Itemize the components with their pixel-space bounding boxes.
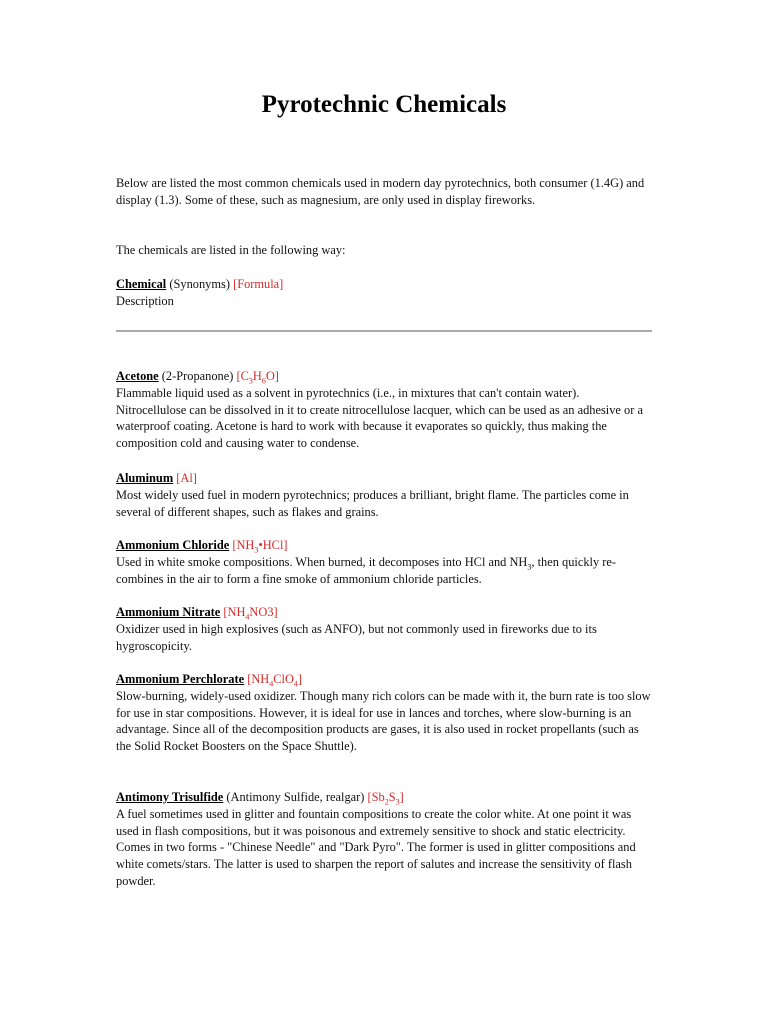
entry-formula: $[Sb_2S_3]$	[367, 790, 404, 807]
entry-description: A fuel sometimes used in glitter and fountain compositions to create the color white. At one point it was used in flash compositions, but it was poisonous and extremely sensitive to shock and static electricity. Comes in two forms - "Chinese Needle" and "Dark Pyro". The former is used in glitter compositions and white comets/stars. The latter is used to sharpen the report of salutes and increase the sensitivity of flash powder.	[116, 806, 636, 888]
entry-name: Aluminum	[116, 471, 174, 485]
format-legend	[116, 276, 652, 310]
entry-description: Oxidizer used in high explosives (such as ANFO), but not commonly used in fireworks due to its hygroscopicity.	[116, 621, 597, 653]
entry-name: Ammonium Nitrate	[116, 605, 221, 619]
legend-description: Description	[116, 293, 174, 308]
entry-acetone	[116, 368, 652, 452]
entry-name: Ammonium Perchlorate	[116, 672, 245, 686]
horizontal-divider	[116, 330, 652, 332]
intro-text: Below are listed the most common chemicals used in modern day pyrotechnics, both consumer (1.4G) and display (1.3). Some of these, such as magnesium, are only used in display fireworks.	[116, 176, 645, 207]
listing-note	[116, 242, 652, 259]
legend-synonyms: (Synonyms)	[169, 277, 230, 291]
entry-description: Flammable liquid used as a solvent in pyrotechnics (i.e., in mixtures that can't contain water). Nitrocellulose can be dissolved in it to create nitrocellulose lacquer, which can be used as an adhesive or a waterproof coating. Acetone is hard to work with because it evaporates so quickly, thus making the composition cold and causing water to condense.	[116, 385, 643, 451]
entry-formula: $[C_3H_6O]$	[236, 369, 279, 386]
entry-ammonium-nitrate	[116, 604, 652, 654]
entry-ammonium-chloride	[116, 537, 652, 587]
listing-note-text: The chemicals are listed in the following way:	[116, 243, 346, 257]
entry-aluminum	[116, 470, 652, 520]
page-title: Pyrotechnic Chemicals	[261, 91, 507, 118]
entry-name: Ammonium Chloride	[116, 538, 230, 552]
entry-ammonium-perchlorate	[116, 671, 652, 755]
entry-description: Used in white smoke compositions. When burned, it decomposes into HCl and $NH_3$, then quickly re-combines in the air to form a fine smoke of ammonium chloride particles.	[116, 554, 617, 586]
entry-antimony-trisulfide	[116, 789, 652, 890]
entry-formula: $[NH_4NO3]$	[223, 605, 278, 622]
legend-line	[116, 276, 652, 293]
entry-description: Most widely used fuel in modern pyrotechnics; produces a brilliant, bright flame. The particles come in several of different shapes, such as flakes and grains.	[116, 487, 629, 519]
entry-name: Acetone	[116, 369, 159, 383]
entry-formula: $[NH_4ClO_4]$	[247, 672, 303, 689]
entry-synonyms: (Antimony Sulfide, realgar)	[226, 790, 365, 804]
entry-description: Slow-burning, widely-used oxidizer. Though many rich colors can be made with it, the burn rate is too slow for use in star compositions. However, it is ideal for use in lances and torches, where slow-burning is an advantage. Since all of the decomposition products are gases, it is also used in rocket propellants (such as the Solid Rocket Boosters on the Space Shuttle).	[116, 688, 651, 754]
intro-paragraph	[116, 175, 652, 209]
entry-synonyms: (2-Propanone)	[161, 369, 234, 383]
entry-formula: [Al]	[176, 471, 197, 485]
legend-formula: [Formula]	[233, 277, 284, 291]
entry-formula: $[NH_3•HCl]$	[232, 538, 288, 555]
legend-chemical: Chemical	[116, 277, 167, 291]
entry-name: Antimony Trisulfide	[116, 790, 224, 804]
